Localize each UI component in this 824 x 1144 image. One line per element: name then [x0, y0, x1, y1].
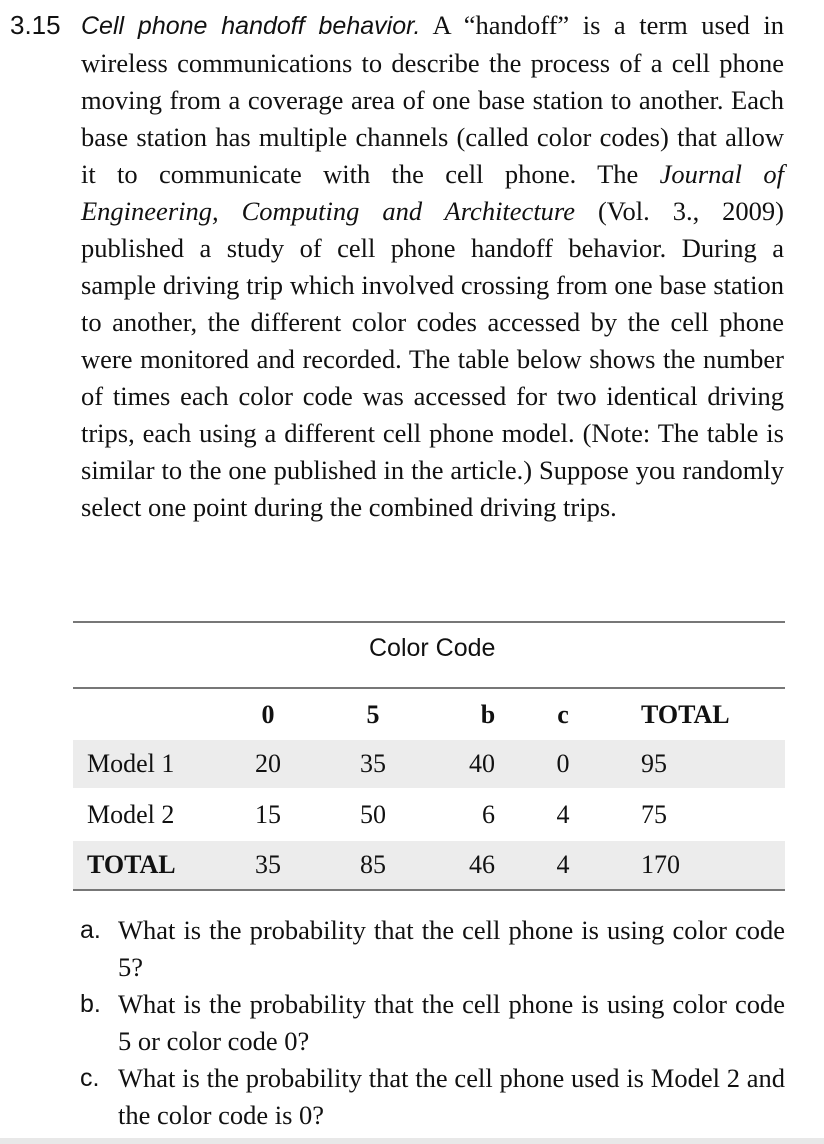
table-header-row: [73, 691, 785, 739]
table-cell: 15: [255, 800, 281, 829]
question-label: b.: [80, 990, 101, 1018]
table-cell: 95: [641, 749, 667, 778]
question-label: a.: [80, 916, 101, 944]
problem-number: 3.15: [10, 10, 61, 40]
problem-rest: (Vol. 3., 2009) published a study of cell phone handoff behavior. During a sample driving trip which involved crossing from one base station to another, the different color codes accessed by the cell phone were monitored and recorded. The table below shows the number of times each color code was accessed for two identical driving trips, each using a different cell phone model. (Note: The table is similar to the one published in the article.) Suppose you randomly select one point during the combined driving trips.: [81, 196, 784, 522]
header-cell-0: 0: [261, 700, 275, 729]
table-cell: 0: [556, 749, 570, 778]
question-a: [80, 912, 785, 986]
table-cell: 75: [641, 800, 667, 829]
table-bottom-rule: [73, 889, 785, 891]
question-label: c.: [80, 1064, 100, 1092]
question-text: What is the probability that the cell phone is using color code 5?: [118, 915, 785, 982]
row-label: TOTAL: [87, 850, 176, 879]
color-code-group-label: Color Code: [369, 634, 496, 662]
header-cell-c: c: [557, 700, 569, 729]
table-row-total: [73, 841, 785, 889]
table-cell: 6: [482, 800, 495, 829]
question-c: [80, 1060, 785, 1134]
table-top-rule: [73, 621, 785, 623]
table-row-model-1: [73, 740, 785, 788]
table-header-rule: [73, 687, 785, 689]
table-cell: 4: [556, 850, 570, 879]
table-cell: 50: [360, 800, 386, 829]
problem-intro: A “handoff” is a term used in wireless communications to describe the process of a cell phone moving from a coverage area of one base station to another. Each base station has multiple channels (called color codes) that allow it to communicate with the cell phone. The: [81, 10, 784, 189]
question-text: What is the probability that the cell phone is using color code 5 or color code 0?: [118, 989, 785, 1056]
question-list: [80, 912, 785, 1134]
problem-title: Cell phone handoff behavior.: [81, 12, 421, 40]
journal-name: Journal of Engineering, Computing and Architecture: [81, 159, 784, 226]
question-b: [80, 986, 785, 1060]
table-cell: 4: [556, 800, 570, 829]
question-text: What is the probability that the cell phone used is Model 2 and the color code is 0?: [118, 1063, 785, 1130]
header-cell-5: 5: [366, 700, 380, 729]
table-cell: 85: [360, 850, 386, 879]
table-row-model-2: [73, 791, 785, 839]
table-cell: 170: [641, 850, 680, 879]
table-cell: 20: [255, 749, 281, 778]
header-cell-b: b: [480, 700, 496, 729]
header-cell-total: TOTAL: [641, 700, 730, 729]
table-cell: 35: [360, 749, 386, 778]
problem-text: [81, 7, 784, 526]
table-cell: 40: [469, 749, 495, 778]
row-label: Model 1: [87, 749, 175, 778]
table-cell: 35: [255, 850, 281, 879]
table-cell: 46: [469, 850, 495, 879]
row-label: Model 2: [87, 800, 175, 829]
page-bottom-edge: [0, 1138, 824, 1144]
